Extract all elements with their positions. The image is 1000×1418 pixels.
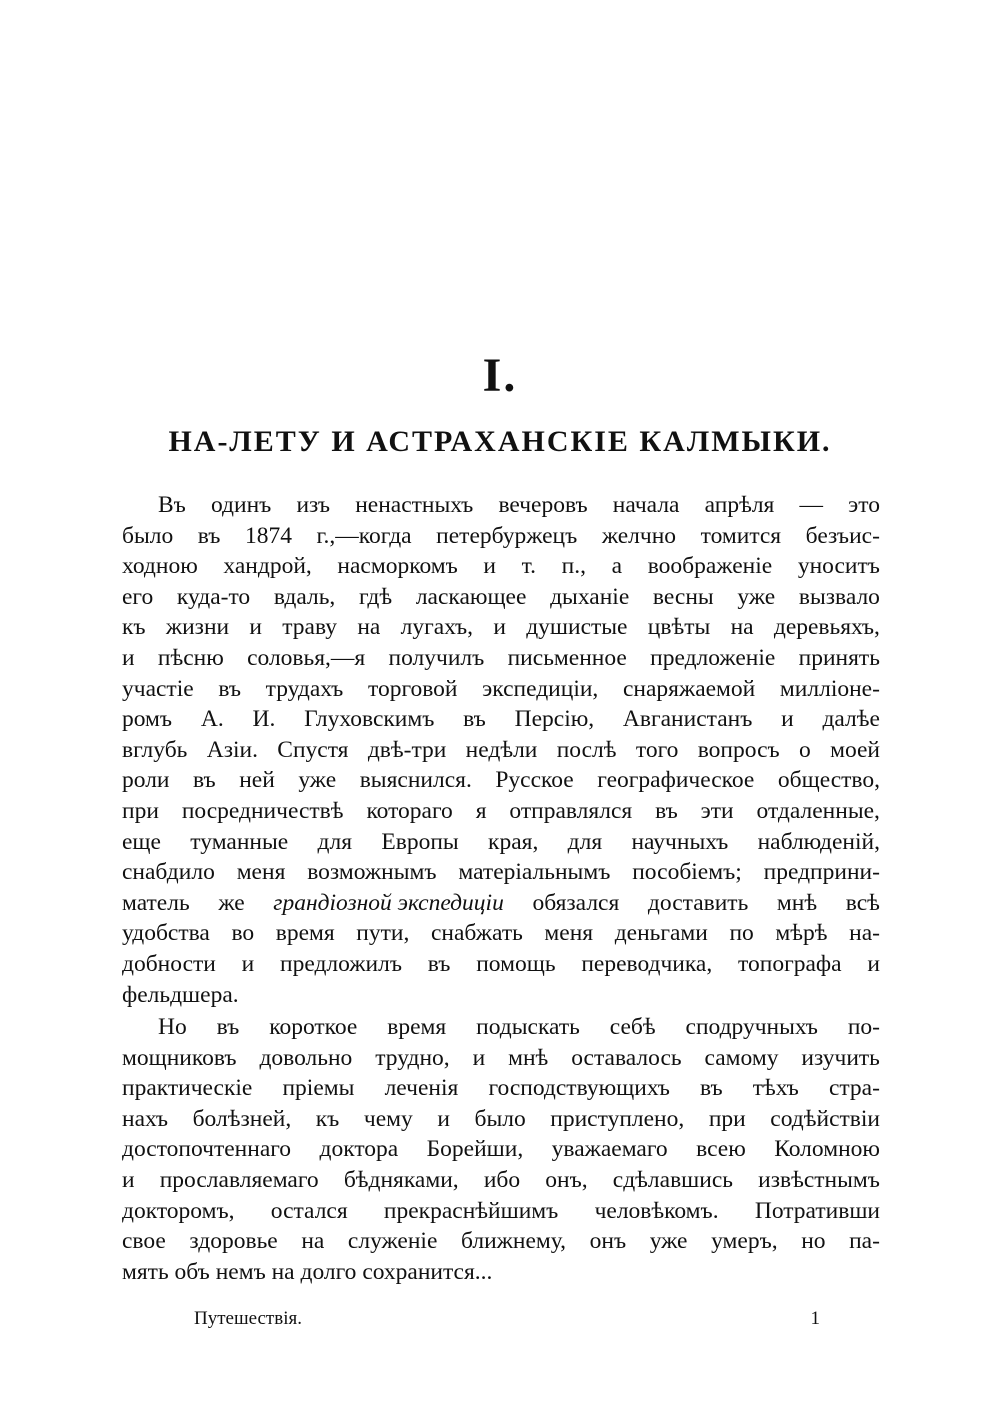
word: наблюденій, bbox=[757, 828, 880, 855]
word: въ bbox=[216, 1014, 240, 1041]
word: еще bbox=[122, 828, 161, 855]
paragraph bbox=[122, 1012, 880, 1287]
word: къ bbox=[315, 1105, 340, 1132]
word: при bbox=[708, 1105, 746, 1132]
text-line bbox=[122, 1257, 880, 1288]
word: ненастныхъ bbox=[355, 492, 474, 518]
text-line bbox=[122, 674, 880, 705]
word: А. bbox=[200, 706, 224, 733]
word: вызвало bbox=[798, 583, 880, 610]
word: немъ bbox=[215, 1258, 272, 1285]
word: траву bbox=[282, 614, 338, 641]
word: свое bbox=[122, 1228, 166, 1255]
text-line bbox=[122, 1073, 880, 1104]
word: служеніе bbox=[347, 1228, 438, 1255]
word: прославляемаго bbox=[159, 1167, 319, 1194]
text-line bbox=[122, 765, 880, 796]
word: же bbox=[218, 889, 245, 916]
word: его bbox=[122, 583, 154, 610]
word: 1874 bbox=[245, 522, 292, 549]
word: къ bbox=[122, 614, 146, 641]
word: меня bbox=[544, 920, 594, 947]
word: послѣ bbox=[556, 736, 617, 763]
word: общество, bbox=[777, 767, 880, 794]
word: о bbox=[799, 736, 811, 763]
word: въ bbox=[699, 1075, 723, 1102]
word: по- bbox=[847, 1014, 880, 1041]
word: онъ, bbox=[545, 1167, 588, 1194]
word: трудахъ bbox=[265, 675, 344, 702]
word: было bbox=[122, 522, 174, 549]
word: себѣ bbox=[609, 1014, 656, 1041]
word: было bbox=[474, 1105, 526, 1132]
word: докторомъ, bbox=[122, 1197, 235, 1224]
word: желчно bbox=[601, 522, 677, 549]
word: объ bbox=[174, 1258, 216, 1285]
word: п., bbox=[561, 553, 586, 580]
text-line bbox=[122, 1043, 880, 1074]
word: изучить bbox=[801, 1044, 880, 1071]
word: Авганистанъ bbox=[622, 706, 753, 733]
word: достопочтеннаго bbox=[122, 1136, 292, 1163]
word: я bbox=[475, 797, 487, 824]
word: воображеніе bbox=[647, 553, 773, 580]
word: принять bbox=[798, 644, 880, 671]
word: по bbox=[729, 920, 754, 947]
text-line bbox=[122, 1104, 880, 1135]
word: цвѣты bbox=[647, 614, 711, 641]
word: уважаемаго bbox=[551, 1136, 668, 1163]
word: сподручныхъ bbox=[685, 1014, 818, 1041]
text-line bbox=[122, 1012, 880, 1043]
word: удобства bbox=[122, 920, 210, 947]
word: короткое bbox=[269, 1014, 358, 1041]
word: умеръ, bbox=[711, 1228, 778, 1255]
word: хандрой, bbox=[223, 553, 312, 580]
sheet-number: 1 bbox=[810, 1308, 820, 1329]
word: предприни- bbox=[763, 859, 880, 886]
word: онъ bbox=[589, 1228, 627, 1255]
word: душистые bbox=[526, 614, 628, 641]
word: ласкающее bbox=[415, 583, 527, 610]
word: апрѣля bbox=[704, 492, 775, 518]
text-line bbox=[122, 521, 880, 552]
text-line bbox=[122, 612, 880, 643]
word: ней bbox=[239, 767, 275, 794]
text-line bbox=[122, 857, 880, 888]
word: въ bbox=[218, 675, 241, 702]
word: И. bbox=[252, 706, 276, 733]
word: содѣйствіи bbox=[770, 1105, 880, 1132]
word: самому bbox=[704, 1044, 779, 1071]
word: и bbox=[483, 553, 496, 580]
word: куда-то bbox=[176, 583, 251, 610]
word: посредничествѣ bbox=[181, 797, 344, 824]
signature-mark: Путешествія. bbox=[194, 1308, 302, 1329]
word: тѣхъ bbox=[752, 1075, 799, 1102]
word: туманные bbox=[190, 828, 289, 855]
word: моей bbox=[830, 736, 880, 763]
word: географическое bbox=[597, 767, 755, 794]
word: время bbox=[387, 1014, 447, 1041]
word: вглубь bbox=[122, 736, 188, 763]
word: дыханіе bbox=[550, 583, 630, 610]
word: уноситъ bbox=[797, 553, 880, 580]
word: на bbox=[730, 614, 754, 641]
word: переводчика, bbox=[581, 950, 713, 977]
word: мять bbox=[122, 1258, 175, 1285]
word: во bbox=[231, 920, 255, 947]
word: вдаль, bbox=[273, 583, 336, 610]
italic-phrase: грандіозной экспедиціи bbox=[273, 889, 504, 916]
word: выяснился. bbox=[359, 767, 472, 794]
word: деревьяхъ, bbox=[773, 614, 880, 641]
word: на bbox=[271, 1258, 301, 1285]
word: получилъ bbox=[388, 644, 485, 671]
word: г.,—когда bbox=[316, 522, 412, 549]
word: доставить bbox=[647, 889, 749, 916]
word: снаряжаемой bbox=[622, 675, 756, 702]
word: научныхъ bbox=[631, 828, 729, 855]
word: Русское bbox=[495, 767, 574, 794]
word: довольно bbox=[259, 1044, 353, 1071]
word: въ bbox=[655, 797, 678, 824]
word: предложеніе bbox=[650, 644, 776, 671]
text-line bbox=[122, 796, 880, 827]
word: снабдило bbox=[122, 859, 215, 886]
word: одинъ bbox=[210, 492, 272, 518]
word: подыскать bbox=[476, 1014, 580, 1041]
word: уже bbox=[298, 767, 337, 794]
word: въ bbox=[427, 950, 451, 977]
word: оставалось bbox=[571, 1044, 682, 1071]
word: въ bbox=[463, 706, 486, 733]
word: письменное bbox=[507, 644, 627, 671]
word: безъис- bbox=[805, 522, 880, 549]
word: чему bbox=[363, 1105, 413, 1132]
word: леченія bbox=[384, 1075, 459, 1102]
word: и bbox=[437, 1105, 450, 1132]
word: фельдшера. bbox=[122, 981, 239, 1008]
word: всею bbox=[696, 1136, 746, 1163]
word: пособіемъ; bbox=[632, 859, 742, 886]
word: доктора bbox=[319, 1136, 399, 1163]
word: котораго bbox=[366, 797, 453, 824]
word: при bbox=[122, 797, 159, 824]
word: начала bbox=[612, 492, 680, 518]
word: уже bbox=[649, 1228, 688, 1255]
word: это bbox=[848, 492, 880, 518]
word: извѣстнымъ bbox=[758, 1167, 880, 1194]
word: жизни bbox=[165, 614, 230, 641]
word: бѣдняками, bbox=[343, 1167, 459, 1194]
word: матеріальнымъ bbox=[458, 859, 611, 886]
word: сдѣлавшись bbox=[612, 1167, 733, 1194]
word: мѣрѣ bbox=[775, 920, 828, 947]
text-line bbox=[122, 1134, 880, 1165]
word: отправлялся bbox=[509, 797, 633, 824]
word: края, bbox=[488, 828, 539, 855]
word: господствующихъ bbox=[488, 1075, 670, 1102]
word: двѣ-три bbox=[367, 736, 447, 763]
word: Глуховскимъ bbox=[304, 706, 435, 733]
word: Потративши bbox=[754, 1197, 880, 1224]
word: и bbox=[241, 950, 255, 977]
word: обязался bbox=[532, 889, 620, 916]
word: уже bbox=[737, 583, 776, 610]
word: экспедиціи, bbox=[482, 675, 599, 702]
word: нахъ bbox=[122, 1105, 169, 1132]
word: Спустя bbox=[277, 736, 349, 763]
word: добности bbox=[122, 950, 216, 977]
text-line bbox=[122, 1196, 880, 1227]
word: въ bbox=[197, 522, 221, 549]
word: пріемы bbox=[282, 1075, 355, 1102]
word: снабжать bbox=[430, 920, 523, 947]
word: матель bbox=[122, 889, 190, 916]
word: Персію, bbox=[514, 706, 595, 733]
word: прекраснѣйшимъ bbox=[383, 1197, 559, 1224]
word: остался bbox=[270, 1197, 348, 1224]
word: приступлено, bbox=[550, 1105, 685, 1132]
page-footer bbox=[194, 1308, 820, 1330]
word: участіе bbox=[122, 675, 194, 702]
word: отдаленные, bbox=[756, 797, 880, 824]
word: на- bbox=[849, 920, 880, 947]
word: насморкомъ bbox=[337, 553, 458, 580]
word: торговой bbox=[367, 675, 458, 702]
word: и bbox=[122, 1167, 135, 1194]
word: помощь bbox=[476, 950, 556, 977]
word: эти bbox=[700, 797, 734, 824]
text-line bbox=[122, 949, 880, 980]
word: деньгами bbox=[614, 920, 708, 947]
text-line bbox=[122, 643, 880, 674]
word: ибо bbox=[483, 1167, 521, 1194]
word: и bbox=[781, 706, 794, 733]
word: здоровье bbox=[189, 1228, 278, 1255]
word: и bbox=[493, 614, 506, 641]
word: Азіи. bbox=[206, 736, 258, 763]
paragraph bbox=[122, 490, 880, 1010]
word: томится bbox=[700, 522, 782, 549]
word: болѣзней, bbox=[192, 1105, 292, 1132]
text-line bbox=[122, 1226, 880, 1257]
word: мнѣ bbox=[508, 1044, 549, 1071]
text-line bbox=[122, 582, 880, 613]
word: недѣли bbox=[465, 736, 538, 763]
word: топографа bbox=[738, 950, 842, 977]
word: Но bbox=[158, 1014, 187, 1041]
word: для bbox=[567, 828, 603, 855]
word: далѣе bbox=[822, 706, 880, 733]
word: практическіе bbox=[122, 1075, 253, 1102]
word: милліоне- bbox=[779, 675, 880, 702]
chapter-title: НА-ЛЕТУ И АСТРАХАНСКІЕ КАЛМЫКИ. bbox=[168, 425, 832, 458]
word: и bbox=[472, 1044, 486, 1071]
chapter-number: I. bbox=[482, 349, 518, 402]
text-line bbox=[122, 551, 880, 582]
word: для bbox=[317, 828, 353, 855]
word: пѣсню bbox=[157, 644, 224, 671]
word: соловья,—я bbox=[247, 644, 366, 671]
word: пути, bbox=[356, 920, 410, 947]
text-line bbox=[122, 918, 880, 949]
word: па- bbox=[849, 1228, 880, 1255]
word: на bbox=[357, 614, 381, 641]
word: возможнымъ bbox=[307, 859, 437, 886]
word: вечеровъ bbox=[498, 492, 588, 518]
word: т. bbox=[521, 553, 537, 580]
text-line bbox=[122, 827, 880, 858]
word: Въ bbox=[158, 492, 186, 518]
word: — bbox=[799, 492, 824, 518]
word: мнѣ bbox=[776, 889, 818, 916]
word: мощниковъ bbox=[122, 1044, 237, 1071]
word: Коломною bbox=[774, 1136, 880, 1163]
word: ходною bbox=[122, 553, 198, 580]
word: весны bbox=[652, 583, 714, 610]
text-line bbox=[122, 888, 880, 919]
word: лугахъ, bbox=[400, 614, 474, 641]
word: того bbox=[635, 736, 679, 763]
word: ближнему, bbox=[460, 1228, 567, 1255]
word: изъ bbox=[296, 492, 331, 518]
text-line bbox=[122, 735, 880, 766]
text-line bbox=[122, 980, 880, 1011]
word: и bbox=[249, 614, 262, 641]
word: на bbox=[301, 1228, 325, 1255]
chapter-body bbox=[122, 490, 880, 1287]
word: предложилъ bbox=[280, 950, 402, 977]
word: человѣкомъ. bbox=[594, 1197, 719, 1224]
word: роли bbox=[122, 767, 170, 794]
word: трудно, bbox=[375, 1044, 450, 1071]
text-line bbox=[122, 1165, 880, 1196]
word: Европы bbox=[381, 828, 459, 855]
text-line bbox=[122, 490, 880, 521]
word: ромъ bbox=[122, 706, 173, 733]
word: всѣ bbox=[845, 889, 880, 916]
text-line bbox=[122, 704, 880, 735]
word: меня bbox=[236, 859, 286, 886]
word: сохранится... bbox=[362, 1258, 493, 1285]
word: и bbox=[122, 644, 135, 671]
word: вопросъ bbox=[697, 736, 780, 763]
word: но bbox=[801, 1228, 826, 1255]
word: время bbox=[275, 920, 335, 947]
word: долго bbox=[300, 1258, 363, 1285]
word: петербуржецъ bbox=[436, 522, 578, 549]
word: въ bbox=[193, 767, 216, 794]
word: гдѣ bbox=[358, 583, 393, 610]
word: Борейши, bbox=[426, 1136, 524, 1163]
word: а bbox=[611, 553, 623, 580]
word: и bbox=[867, 950, 880, 977]
word: стра- bbox=[828, 1075, 880, 1102]
